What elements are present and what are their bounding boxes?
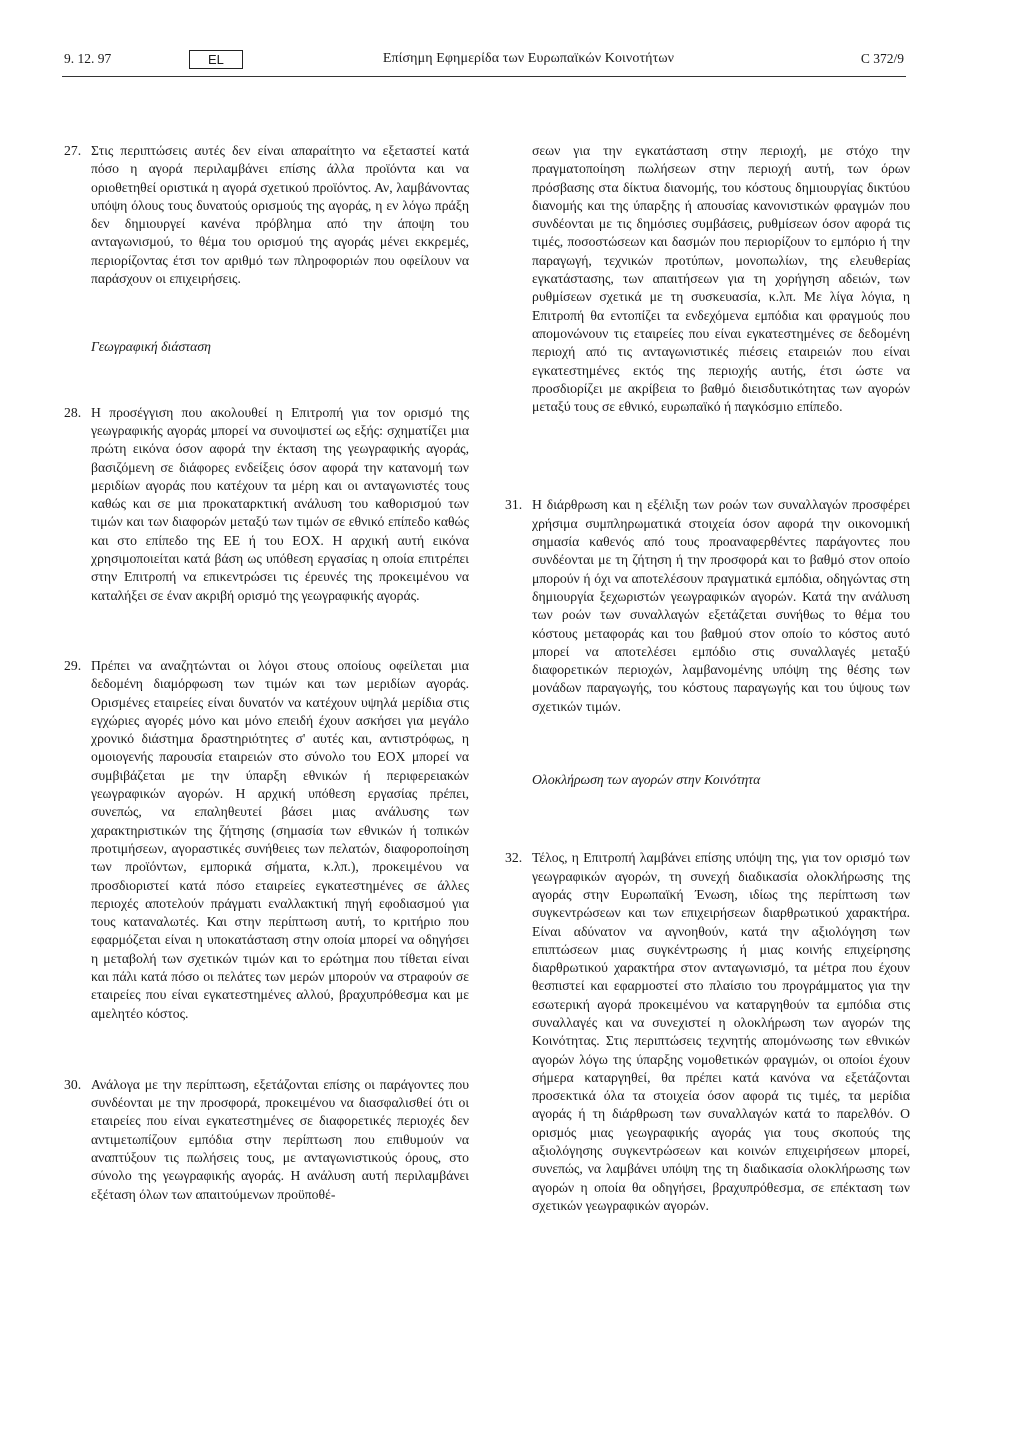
section-heading-integration: Ολοκλήρωση των αγορών στην Κοινότητα	[532, 772, 761, 788]
paragraph-28	[64, 404, 469, 605]
section-heading-geographic: Γεωγραφική διάσταση	[91, 339, 211, 355]
paragraph-32	[505, 849, 910, 1215]
paragraph-31	[505, 496, 910, 716]
paragraph-number: 27.	[64, 143, 82, 158]
paragraph-text: Η διάρθρωση και η εξέλιξη των ροών των συναλλαγών προσφέρει χρήσιμα συμπληρωματικά στοιχεία όσον αφορά την οικονομική σημασία καθενός από τους προαναφερθέντες παράγοντες που συνδέονται με τη ζήτηση ή την προσφορά και το βαθμό στον οποίο μπορούν ή όχι να αποτελέσουν πραγματικά εμπόδια, οδηγώντας στη δημιουργία ξεχωριστών γεωγραφικών αγορών. Κατά την ανάλυση των ροών των συναλλαγών εξετάζεται συνήθως το θέμα του κόστους μεταφοράς και του βαθμού στον οποίο το κόστος αυτό μπορεί να αποτελέσει εμπόδιο στις συναλλαγές μεταξύ διαφορετικών περιοχών, λαμβανομένης υπόψη της θέσης των μονάδων παραγωγής, του κόστους παραγωγής και του ύψους των σχετικών τιμών.	[532, 497, 910, 714]
paragraph-29	[64, 657, 469, 1023]
issue-date: 9. 12. 97	[64, 51, 112, 66]
paragraph-number: 28.	[64, 404, 82, 420]
paragraph-number: 31.	[505, 497, 523, 513]
left-column	[64, 142, 469, 1204]
page-header	[64, 44, 904, 74]
paragraph-text: Στις περιπτώσεις αυτές δεν είναι απαραίτητο να εξεταστεί κατά πόσο η αγορά περιλαμβάνει επίσης άλλα προϊόντα και να οριοθετηθεί οριστικά η αγορά σχετικού προϊόντος. Αν, λαμβάνοντας υπόψη όλους τους δυνατούς ορισμούς της αγοράς, η εν λόγω πράξη δεν δημιουργεί κανένα πρόβλημα από την άποψη του ανταγωνισμού, το θέμα του ορισμού της αγοράς μένει εκκρεμές, περιορίζοντας έτσι τον αριθμό των πληροφοριών που οφείλουν να παράσχουν οι επιχειρήσεις.	[91, 143, 469, 287]
paragraph-30	[64, 1076, 469, 1204]
paragraph-number: 32.	[505, 850, 523, 866]
paragraph-text: Πρέπει να αναζητώνται οι λόγοι στους οποίους οφείλεται μια δεδομένη διαμόρφωση των τιμών και των μεριδίων αγοράς. Ορισμένες εταιρείες είναι δυνατόν να κατέχουν υψηλά μερίδια στις εγχώριες αγορές μόνο και μόνο επειδή έχουν ασκήσει για μεγάλο χρονικό διάστημα δραστηριότητες σ' αυτές και, αντιστρόφως, η ομοιογενής παρουσία εταιρειών στο σύνολο του ΕΟΧ μπορεί να συμβιβάζεται με την ύπαρξη εθνικών ή περιφερειακών γεωγραφικών αγορών. Η αρχική υπόθεση εργασίας πρέπει, συνεπώς, να επαληθευτεί βάσει μιας ανάλυσης των χαρακτηριστικών της ζήτησης (σημασία των εθνικών ή τοπικών προτιμήσεων, αγοραστικές συνήθειες των πελατών, διαφοροποίηση των προϊόντων, εμπορικά σήματα, κ.λπ.), προκειμένου να προσδιοριστεί κατά πόσο εταιρείες εγκατεστημένες σε άλλες περιοχές αποτελούν πράγματι εναλλακτική πηγή εφοδιασμού για τους καταναλωτές. Και στην περίπτωση αυτή, το κριτήριο που εφαρμόζεται είναι η υποκατάσταση στην οποία μπορεί να οδηγήσει η μεταβολή των σχετικών τιμών και το ερώτημα που τίθεται είναι και πάλι κατά πόσο οι πελάτες των μερών μπορούν να στραφούν σε εταιρείες που είναι εγκατεστημένες αλλού, βραχυπρόθεσμα και με αμελητέο κόστος.	[91, 657, 469, 1021]
language-badge: EL	[189, 50, 243, 69]
paragraph-text: Ανάλογα με την περίπτωση, εξετάζονται επίσης οι παράγοντες που συνδέονται με την προσφορά, προκειμένου να διασφαλισθεί ότι οι εταιρείες που είναι εγκατεστημένες σε διαφορετικές περιοχές δεν αντιμετωπίζουν εμπόδια στην περίπτωση που επιθυμούν να αναπτύξουν τις πωλήσεις τους, με ανταγωνιστικούς όρους, στο σύνολο της γεωγραφικής αγοράς. Η ανάλυση αυτή περιλαμβάνει εξέταση όλων των απαιτούμενων προϋποθέ-	[91, 1076, 469, 1202]
paragraph-text: σεων για την εγκατάσταση στην περιοχή, με στόχο την πραγματοποίηση πωλήσεων στην περιοχή αυτή, των όρων πρόσβασης στα δίκτυα διανομής, του κόστους δημιουργίας δικτύου διανομής και της ύπαρξης ή απουσίας κανονιστικών φραγμών που συνδέονται με τις δημόσιες συμβάσεις, ρυθμίσεων όσον αφορά τις τιμές, ποσοστώσεων και δασμών που περιορίζουν το εμπόριο ή την παραγωγή, τεχνικών προτύπων, μονοπωλίων, της ελευθερίας εγκατάστασης, των απαιτήσεων για τη χορήγηση αδειών, των ρυθμίσεων σχετικά με τη συσκευασία, κ.λπ. Με λίγα λόγια, η Επιτροπή θα εντοπίζει τα ενδεχόμενα εμπόδια και φραγμούς που απομονώνουν τις εταιρείες που είναι εγκατεστημένες σε δεδομένη περιοχή από τις ανταγωνιστικές πιέσεις εταιρειών που είναι εγκατεστημένες εκτός της περιοχής αυτής, έτσι ώστε να προσδιορίζει με ακρίβεια το βαθμό διεισδυτικότητας των αγορών μεταξύ τους σε εθνικό, ευρωπαϊκό ή παγκόσμιο επίπεδο.	[532, 143, 910, 415]
paragraph-text: Η προσέγγιση που ακολουθεί η Επιτροπή για τον ορισμό της γεωγραφικής αγοράς μπορεί να συνοψιστεί ως εξής: σχηματίζει μια πρώτη εικόνα όσον αφορά την έκταση της γεωγραφικής αγοράς, βασιζόμενη σε διάφορες ενδείξεις όσον αφορά την κατανομή των μεριδίων αγοράς που κατέχουν τα μέρη και οι ανταγωνιστές τους καθώς και σε μια προκαταρκτική ανάλυση του καθορισμού των τιμών και των διαφορών μεταξύ των τιμών σε εθνικό επίπεδο καθώς και στο επίπεδο της ΕΕ ή του ΕΟΧ. Η αρχική αυτή εικόνα χρησιμοποιείται κατά βάση ως υπόθεση εργασίας η οποία επιτρέπει στην Επιτροπή να επικεντρώσει τις έρευνές της προκειμένου να καταλήξει σε έναν ακριβή ορισμό της γεωγραφικής αγοράς.	[91, 404, 469, 603]
page-reference: C 372/9	[860, 51, 904, 66]
paragraph-text: Τέλος, η Επιτροπή λαμβάνει επίσης υπόψη της, για τον ορισμό των γεωγραφικών αγορών, τη συνεχή διαδικασία ολοκλήρωσης της αγοράς στην Ευρωπαϊκή Ένωση, ιδίως της περίπτωση των συγκεντρώσεων και των επιχειρήσεων διαρθρωτικού χαρακτήρα. Είναι αδύνατον να αγνοηθούν, κατά την αξιολόγηση των επιπτώσεων μιας συγκέντρωσης ή μιας κοινής επιχείρησης διαρθρωτικού χαρακτήρα στον ανταγωνισμό, τα μέτρα που έχουν θεσπιστεί και εφαρμοστεί στο πλαίσιο του προγράμματος για την εσωτερική αγορά προκειμένου να καταργηθούν τα εμπόδια στις συναλλαγές και να συνεχιστεί η ολοκλήρωση των αγορών της Κοινότητας. Στις περιπτώσεις τεχνητής απομόνωσης των εθνικών αγορών λόγω της ύπαρξης νομοθετικών φραγμών, οι οποίοι έχουν σήμερα καταργηθεί, θα πρέπει κατά κανόνα να εξετάζονται προσεκτικά όλα τα στοιχεία όσον αφορά τις τιμές, τα μερίδια αγοράς ή τη διάρθρωση των συναλλαγών κατά το παρελθόν. Ο ορισμός μιας γεωγραφικής αγοράς για τους σκοπούς της αξιολόγησης συγκεντρώσεων και κοινών επιχειρήσεων μπορεί, συνεπώς, να λαμβάνει υπόψη της τη διαδικασία ολοκλήρωσης των αγορών η οποία θα οδηγήσει, βραχυπρόθεσμα, σε επέκταση των σχετικών γεωγραφικών αγορών.	[532, 850, 910, 1213]
right-column	[505, 142, 910, 1215]
paragraph-27	[64, 142, 469, 288]
header-rule	[62, 76, 906, 77]
journal-title: Επίσημη Εφημερίδα των Ευρωπαϊκών Κοινοτήτων	[382, 51, 675, 66]
paragraph-number: 29.	[64, 657, 82, 673]
paragraph-number: 30.	[64, 1076, 82, 1092]
paragraph-30-continued	[505, 142, 910, 416]
